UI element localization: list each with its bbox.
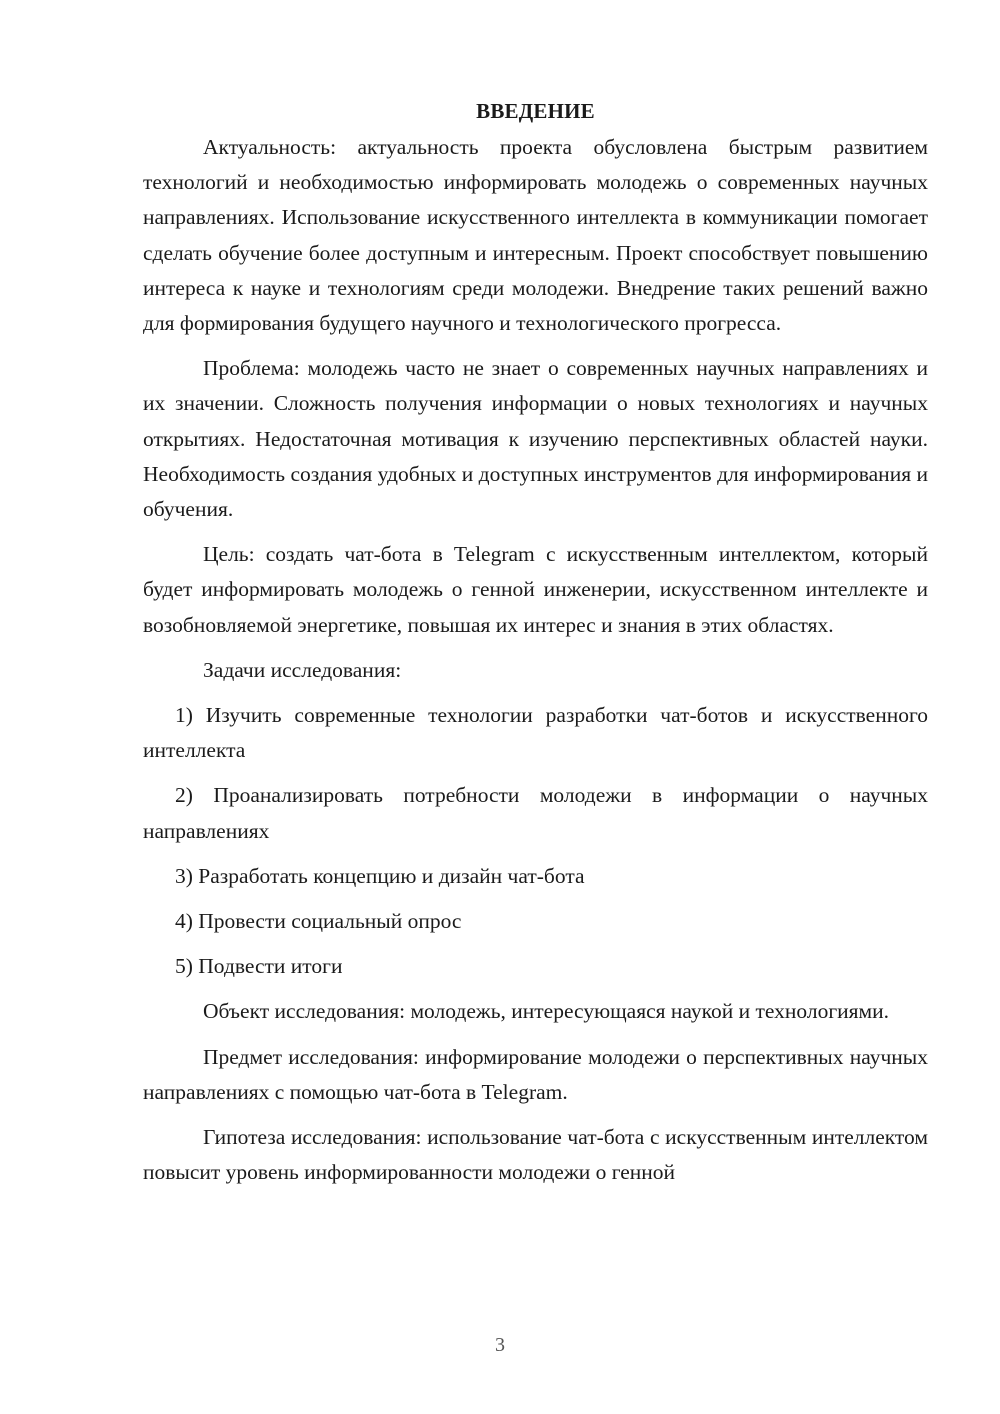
task-item: 1) Изучить современные технологии разработки чат-ботов и искусственного интеллекта xyxy=(143,703,928,763)
task-item: 5) Подвести итоги xyxy=(175,954,343,979)
object-paragraph: Объект исследования: молодежь, интересующаяся наукой и технологиями. xyxy=(203,999,890,1024)
subject-paragraph: Предмет исследования: информирование молодежи о перспективных научных направлениях с помощью чат-бота в Telegram. xyxy=(143,1044,928,1104)
page-number: 3 xyxy=(495,1334,505,1356)
section-title: ВВЕДЕНИЕ xyxy=(476,99,595,123)
problem-paragraph: Проблема: молодежь часто не знает о современных научных направлениях и их значении. Сложность получения информации о новых технологиях и научных открытиях. Недостаточная мотивация к изучению перспективных областей науки. Необходимость создания удобных и доступных инструментов для информирования и обучения. xyxy=(143,356,928,522)
task-item: 4) Провести социальный опрос xyxy=(175,909,462,934)
document-page xyxy=(143,96,928,1200)
goal-paragraph: Цель: создать чат-бота в Telegram с искусственным интеллектом, который будет информировать молодежь о генной инженерии, искусственном интеллекте и возобновляемой энергетике, повышая их интерес и знания в этих областях. xyxy=(143,542,928,637)
relevance-paragraph: Актуальность: актуальность проекта обусловлена быстрым развитием технологий и необходимостью информировать молодежь о современных научных направлениях. Использование искусственного интеллекта в коммуникации помогает сделать обучение более доступным и интересным. Проект способствует повышению интереса к науке и технологиям среди молодежи. Внедрение таких решений важно для формирования будущего научного и технологического прогресса. xyxy=(143,135,928,336)
hypothesis-paragraph: Гипотеза исследования: использование чат-бота с искусственным интеллектом повысит уровень информированности молодежи о генной xyxy=(143,1125,928,1185)
tasks-heading: Задачи исследования: xyxy=(203,657,402,682)
task-item: 2) Проанализировать потребности молодежи в информации о научных направлениях xyxy=(143,783,928,843)
task-item: 3) Разработать концепцию и дизайн чат-бота xyxy=(175,863,585,888)
